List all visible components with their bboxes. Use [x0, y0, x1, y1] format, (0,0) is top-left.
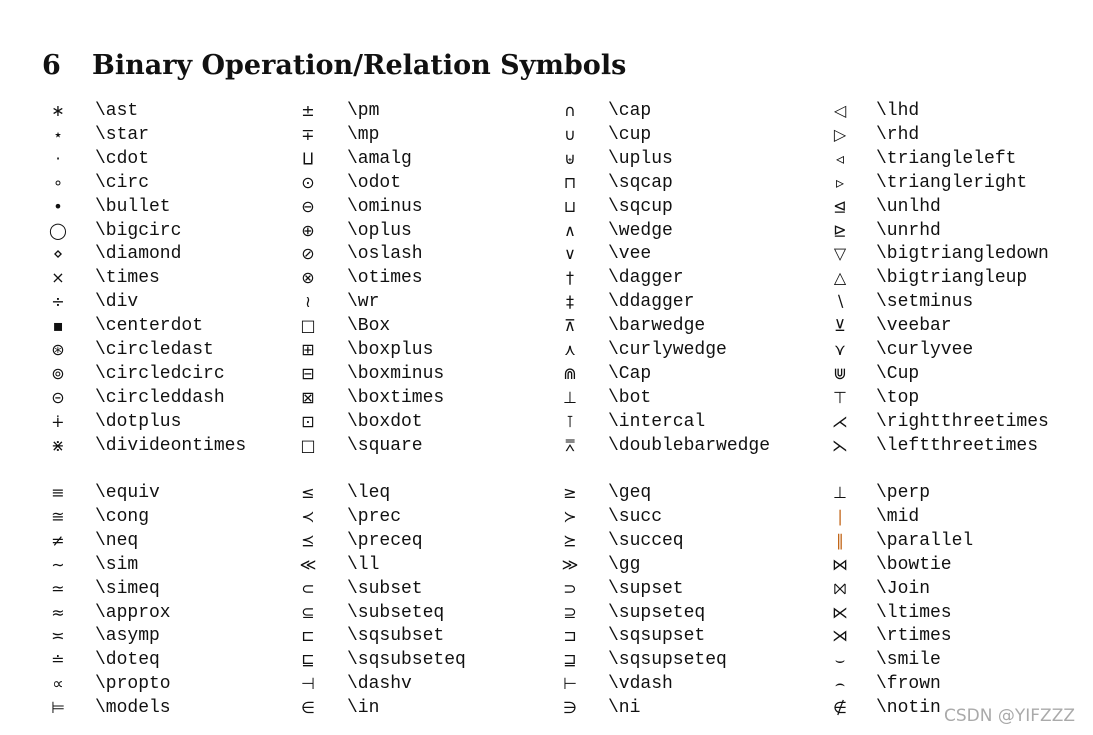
symbol-command: \Join — [876, 578, 931, 599]
symbol-command: \vee — [608, 244, 652, 265]
symbol-glyph: ± — [301, 101, 315, 120]
symbol-command: \asymp — [95, 626, 160, 647]
symbol-command: \bigtriangledown — [876, 244, 1049, 265]
symbol-glyph: ≃ — [51, 578, 65, 598]
symbol-glyph: ▷ — [833, 124, 847, 144]
symbol-command: \geq — [608, 483, 652, 503]
symbol-glyph: ⊵ — [833, 220, 847, 240]
symbol-glyph: ⩞ — [565, 435, 575, 455]
symbol-command: \lhd — [876, 101, 920, 121]
symbol-command: \mid — [876, 506, 920, 527]
symbol-glyph: ⊎ — [564, 148, 576, 168]
symbol-command: \cup — [608, 124, 652, 145]
symbol-command: \sqsubseteq — [347, 650, 466, 671]
symbol-glyph: ≻ — [563, 506, 577, 526]
symbol-glyph: ⋎ — [834, 340, 846, 359]
symbol-command: \bot — [608, 387, 652, 408]
symbol-glyph: • — [53, 196, 63, 216]
symbol-glyph: ⊐ — [563, 626, 577, 646]
symbol-glyph: ‡ — [566, 292, 574, 312]
symbol-command: \uplus — [608, 148, 673, 169]
section-title: Binary Operation/Relation Symbols — [92, 50, 627, 81]
symbol-command: \approx — [95, 602, 171, 623]
symbol-glyph: □ — [300, 316, 316, 336]
symbol-command: \dotplus — [95, 411, 182, 432]
symbol-command: \sqsupset — [608, 626, 706, 647]
symbol-command: \succ — [608, 506, 663, 527]
symbol-glyph: ∓ — [301, 124, 315, 144]
symbol-glyph: ∈ — [301, 698, 315, 718]
symbol-command: \diamond — [95, 244, 182, 265]
symbol-glyph: ⊓ — [563, 172, 577, 192]
symbol-command: \smile — [876, 650, 941, 671]
symbol-glyph: † — [566, 268, 574, 288]
symbol-glyph: ⊖ — [301, 196, 315, 216]
symbol-glyph: ⋓ — [833, 363, 847, 383]
symbol-command: \simeq — [95, 578, 160, 599]
symbol-command: \boxplus — [347, 340, 434, 360]
symbol-glyph: ⌣ — [834, 650, 846, 670]
symbol-glyph: ⊠ — [301, 387, 315, 407]
symbol-command: \star — [95, 124, 150, 145]
symbol-glyph: ≐ — [51, 650, 65, 670]
symbol-command: \divideontimes — [95, 435, 247, 456]
symbol-glyph: ≪ — [299, 554, 317, 574]
symbol-glyph: ⋋ — [832, 435, 848, 455]
symbol-command: \doublebarwedge — [608, 435, 771, 456]
symbol-glyph: ⊤ — [833, 387, 847, 407]
symbol-command: \veebar — [876, 316, 952, 337]
symbol-glyph: ⌢ — [834, 674, 846, 694]
symbol-command: \cong — [95, 506, 150, 527]
symbol-command: \intercal — [608, 411, 706, 432]
symbol-glyph: ⊑ — [301, 650, 315, 670]
symbol-glyph: ∖ — [834, 292, 846, 312]
symbol-command: \rightthreetimes — [876, 411, 1049, 432]
symbol-glyph: ⊙ — [301, 172, 315, 192]
symbol-command: \sqsupseteq — [608, 650, 727, 671]
symbol-command: \boxminus — [347, 363, 445, 384]
symbol-command: \sqcup — [608, 196, 673, 217]
symbol-command: \cap — [608, 101, 652, 121]
symbol-glyph: ∘ — [52, 172, 63, 192]
symbol-glyph: ⊨ — [51, 698, 65, 718]
symbol-glyph: ∥ — [836, 530, 844, 550]
symbol-glyph: ⋇ — [51, 435, 65, 455]
symbol-command: \leq — [347, 483, 391, 503]
symbol-glyph: ⊺ — [565, 411, 575, 431]
symbol-command: \ast — [95, 101, 139, 121]
symbol-glyph: ⊚ — [51, 363, 65, 383]
symbol-glyph: ∋ — [563, 698, 577, 718]
symbol-glyph: ⋈ — [832, 554, 848, 574]
symbol-glyph: ⋄ — [52, 244, 63, 264]
symbol-command: \rhd — [876, 124, 920, 145]
symbol-glyph: ∗ — [51, 101, 65, 120]
symbol-glyph: ∔ — [51, 411, 65, 431]
symbol-command: \Cap — [608, 363, 652, 384]
symbol-command: \equiv — [95, 483, 160, 503]
symbol-glyph: ⊢ — [563, 674, 577, 694]
symbol-command: \sqsubset — [347, 626, 445, 647]
symbol-command: \notin — [876, 698, 941, 719]
symbol-glyph: ⊝ — [51, 387, 65, 407]
symbol-glyph: ≡ — [51, 483, 65, 502]
symbol-command: \circleddash — [95, 387, 225, 408]
symbol-glyph: ⊇ — [563, 602, 577, 622]
section-heading — [42, 50, 626, 81]
symbol-command: \vdash — [608, 674, 673, 695]
symbol-glyph: ⊞ — [301, 340, 315, 359]
symbol-command: \rtimes — [876, 626, 952, 647]
symbol-command: \triangleleft — [876, 148, 1017, 169]
symbol-glyph: ≤ — [301, 483, 315, 502]
symbol-command: \subseteq — [347, 602, 445, 623]
symbol-command: \wedge — [608, 220, 673, 241]
section-number: 6 — [42, 50, 61, 81]
symbol-command: \circledast — [95, 340, 214, 360]
symbol-command: \ll — [347, 554, 380, 575]
symbol-glyph: ≠ — [51, 530, 65, 550]
symbol-command: \oslash — [347, 244, 423, 265]
symbol-glyph: ⊃ — [563, 578, 577, 598]
symbol-command: \top — [876, 387, 920, 408]
symbol-command: \doteq — [95, 650, 160, 671]
symbol-glyph: ≥ — [563, 483, 577, 502]
symbol-glyph: ∩ — [564, 101, 576, 120]
symbol-glyph: ∝ — [52, 674, 64, 694]
symbol-glyph: △ — [833, 268, 847, 288]
symbol-command: \oplus — [347, 220, 412, 241]
symbol-command: \bigcirc — [95, 220, 182, 241]
symbol-command: \ominus — [347, 196, 423, 217]
symbol-glyph: ⪰ — [563, 530, 577, 550]
symbol-glyph: ◁ — [833, 101, 847, 120]
symbol-command: \supset — [608, 578, 684, 599]
symbol-glyph: ⊘ — [301, 244, 315, 264]
symbol-glyph: ⪯ — [301, 530, 315, 550]
symbol-glyph: ∨ — [564, 244, 576, 264]
symbol-command: \circledcirc — [95, 363, 225, 384]
symbol-glyph: ⊒ — [563, 650, 577, 670]
symbol-glyph: ⋒ — [563, 363, 577, 383]
symbol-command: \triangleright — [876, 172, 1028, 193]
symbol-glyph: · — [55, 148, 61, 168]
symbol-glyph: ⊡ — [301, 411, 315, 431]
symbol-command: \wr — [347, 292, 380, 313]
symbol-glyph: ≍ — [51, 626, 65, 646]
symbol-command: \sim — [95, 554, 139, 575]
symbol-command: \frown — [876, 674, 941, 695]
symbol-command: \circ — [95, 172, 150, 193]
symbol-command: \square — [347, 435, 423, 456]
symbol-command: \curlyvee — [876, 340, 974, 360]
symbol-glyph: ⨝ — [833, 578, 847, 598]
symbol-glyph: ⊆ — [301, 602, 315, 622]
symbol-command: \propto — [95, 674, 171, 695]
symbol-glyph: ∼ — [51, 554, 65, 574]
symbol-command: \bullet — [95, 196, 171, 217]
symbol-glyph: ⊣ — [301, 674, 315, 694]
symbol-glyph: ▹ — [835, 172, 845, 192]
symbol-command: \parallel — [876, 530, 974, 551]
symbol-command: \setminus — [876, 292, 974, 313]
symbol-command: \perp — [876, 483, 931, 503]
symbol-command: \bowtie — [876, 554, 952, 575]
symbol-command: \boxtimes — [347, 387, 445, 408]
symbol-command: \leftthreetimes — [876, 435, 1039, 456]
symbol-glyph: ⊟ — [301, 363, 315, 383]
symbol-command: \bigtriangleup — [876, 268, 1028, 289]
symbol-glyph: ∉ — [833, 698, 847, 718]
symbol-command: \otimes — [347, 268, 423, 289]
symbol-glyph: ⊗ — [301, 268, 315, 288]
symbol-glyph: ⋆ — [52, 124, 63, 144]
symbol-command: \barwedge — [608, 316, 706, 337]
symbol-glyph: ⊥ — [833, 483, 847, 502]
symbol-glyph: ⊏ — [301, 626, 315, 646]
symbol-glyph: ⊴ — [833, 196, 847, 216]
symbol-command: \prec — [347, 506, 402, 527]
symbol-command: \subset — [347, 578, 423, 599]
symbol-glyph: ⋊ — [832, 626, 848, 646]
symbol-glyph: ≺ — [301, 506, 315, 526]
symbol-command: \supseteq — [608, 602, 706, 623]
watermark: CSDN @YIFZZZ — [944, 706, 1075, 726]
symbol-command: \times — [95, 268, 160, 289]
symbol-command: \ni — [608, 698, 641, 719]
symbol-glyph: ⊔ — [563, 196, 577, 216]
symbol-glyph: ◃ — [835, 148, 845, 168]
symbol-glyph: ≈ — [51, 602, 65, 622]
symbol-glyph: ⊂ — [301, 578, 315, 598]
symbol-command: \Cup — [876, 363, 920, 384]
symbol-command: \models — [95, 698, 171, 719]
symbol-command: \dashv — [347, 674, 412, 695]
symbol-glyph: ÷ — [51, 292, 65, 312]
symbol-glyph: ◯ — [49, 220, 67, 240]
symbol-glyph: ⋌ — [832, 411, 848, 431]
symbol-command: \dagger — [608, 268, 684, 289]
symbol-command: \gg — [608, 554, 641, 575]
symbol-glyph: ▽ — [833, 244, 847, 264]
symbol-command: \boxdot — [347, 411, 423, 432]
symbol-glyph: ⊛ — [51, 340, 65, 359]
symbol-glyph: ⊻ — [834, 316, 846, 336]
symbol-command: \amalg — [347, 148, 412, 169]
symbol-command: \neq — [95, 530, 139, 551]
symbol-command: \ltimes — [876, 602, 952, 623]
symbol-command: \unlhd — [876, 196, 941, 217]
symbol-glyph: ∣ — [836, 506, 844, 526]
symbol-glyph: × — [51, 268, 65, 288]
symbol-glyph: ≫ — [561, 554, 579, 574]
symbol-command: \mp — [347, 124, 380, 145]
symbol-command: \curlywedge — [608, 340, 727, 360]
symbol-glyph: ⊕ — [301, 220, 315, 240]
symbol-glyph: ∪ — [564, 124, 576, 144]
symbol-command: \Box — [347, 316, 391, 337]
symbol-glyph: ⨿ — [302, 148, 314, 168]
symbol-command: \odot — [347, 172, 402, 193]
symbol-command: \centerdot — [95, 316, 204, 337]
symbol-glyph: ⋏ — [564, 340, 576, 359]
symbol-glyph: ▪ — [52, 316, 64, 336]
symbol-command: \ddagger — [608, 292, 695, 313]
symbol-glyph: ∧ — [564, 220, 576, 240]
symbol-command: \pm — [347, 101, 380, 121]
symbol-glyph: ≅ — [51, 506, 65, 526]
symbol-command: \cdot — [95, 148, 150, 169]
symbol-glyph: □ — [300, 435, 316, 455]
symbol-command: \sqcap — [608, 172, 673, 193]
symbol-glyph: ≀ — [305, 292, 311, 312]
symbol-glyph: ⋉ — [832, 602, 848, 622]
symbol-command: \preceq — [347, 530, 423, 551]
symbol-command: \succeq — [608, 530, 684, 551]
symbol-command: \div — [95, 292, 139, 313]
symbol-glyph: ⊥ — [563, 387, 577, 407]
symbol-command: \unrhd — [876, 220, 941, 241]
symbol-command: \in — [347, 698, 380, 719]
symbol-glyph: ⊼ — [564, 316, 576, 336]
